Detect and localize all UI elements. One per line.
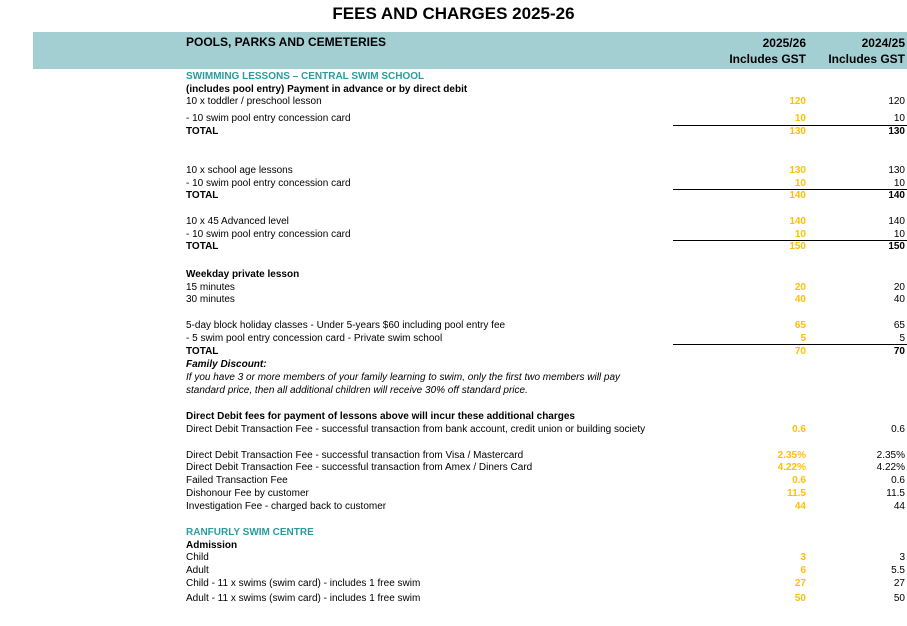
fee-2025-26: 130 bbox=[789, 165, 806, 176]
row-label: SWIMMING LESSONS – CENTRAL SWIM SCHOOL bbox=[186, 71, 425, 82]
fee-2025-26: 0.6 bbox=[792, 424, 806, 435]
fee-row bbox=[0, 475, 907, 488]
row-label: - 10 swim pool entry concession card bbox=[186, 113, 351, 124]
fee-2024-25: 10 bbox=[893, 113, 905, 124]
fee-2025-26: 0.6 bbox=[792, 475, 806, 486]
row-label: RANFURLY SWIM CENTRE bbox=[186, 527, 314, 538]
section-heading: POOLS, PARKS AND CEMETERIES bbox=[186, 35, 387, 49]
row-label: Failed Transaction Fee bbox=[186, 475, 288, 486]
fee-row bbox=[0, 424, 907, 437]
fee-2024-25: 150 bbox=[888, 241, 905, 252]
fee-row bbox=[0, 320, 907, 333]
column-header-2025-26 bbox=[729, 35, 806, 67]
row-label: TOTAL bbox=[186, 241, 219, 252]
fee-2025-26: 4.22% bbox=[777, 462, 806, 473]
subsection-heading bbox=[0, 71, 907, 84]
row-label: Direct Debit Transaction Fee - successful transaction from bank account, credit union or building society bbox=[186, 424, 646, 435]
fee-2025-26: 150 bbox=[789, 241, 806, 252]
discount-note bbox=[0, 372, 907, 385]
fee-2024-25: 120 bbox=[888, 96, 905, 107]
subsection-heading bbox=[0, 527, 907, 540]
fee-2025-26: 65 bbox=[794, 320, 806, 331]
row-label: Direct Debit fees for payment of lessons above will incur these additional charges bbox=[186, 411, 575, 422]
row-label: Weekday private lesson bbox=[186, 269, 300, 280]
row-label: Direct Debit Transaction Fee - successful transaction from Visa / Mastercard bbox=[186, 450, 524, 461]
fee-2025-26: 10 bbox=[794, 113, 806, 124]
fee-2024-25: 2.35% bbox=[876, 450, 905, 461]
row-label: - 10 swim pool entry concession card bbox=[186, 229, 351, 240]
fee-2024-25: 140 bbox=[888, 190, 905, 201]
subsection-heading bbox=[0, 269, 907, 282]
fee-2025-26: 140 bbox=[789, 216, 806, 227]
fee-2025-26: 20 bbox=[794, 282, 806, 293]
page-title: FEES AND CHARGES 2025-26 bbox=[332, 4, 575, 23]
fee-2025-26: 2.35% bbox=[777, 450, 806, 461]
fee-2024-25: 65 bbox=[893, 320, 905, 331]
fee-2024-25: 130 bbox=[888, 126, 905, 137]
row-label: 10 x toddler / preschool lesson bbox=[186, 96, 322, 107]
fee-2024-25: 20 bbox=[893, 282, 905, 293]
row-label: Investigation Fee - charged back to customer bbox=[186, 501, 387, 512]
row-label: Adult - 11 x swims (swim card) - includes 1 free swim bbox=[186, 593, 421, 604]
fee-row bbox=[0, 96, 907, 109]
row-label: Adult bbox=[186, 565, 209, 576]
row-label: Child - 11 x swims (swim card) - includes 1 free swim bbox=[186, 578, 421, 589]
total-row bbox=[0, 190, 907, 203]
fee-2025-26: 130 bbox=[789, 126, 806, 137]
fee-2025-26: 5 bbox=[800, 333, 806, 344]
total-row bbox=[0, 241, 907, 254]
fee-row bbox=[0, 552, 907, 565]
fee-row bbox=[0, 578, 907, 591]
fee-2025-26: 11.5 bbox=[787, 488, 806, 499]
fee-2024-25: 70 bbox=[893, 346, 905, 357]
column-header-2024-25-year: 2024/25 bbox=[861, 36, 905, 50]
column-header-2024-25 bbox=[828, 35, 905, 67]
row-label: - 5 swim pool entry concession card - Private swim school bbox=[186, 333, 443, 344]
column-header-2024-25-gst: Includes GST bbox=[828, 52, 905, 66]
fee-2024-25: 5.5 bbox=[891, 565, 905, 576]
subsection-heading bbox=[0, 411, 907, 424]
fee-2024-25: 27 bbox=[893, 578, 905, 589]
fee-2025-26: 10 bbox=[794, 178, 806, 189]
total-row bbox=[0, 126, 907, 139]
fee-2025-26: 40 bbox=[794, 294, 806, 305]
fee-2024-25: 5 bbox=[899, 333, 905, 344]
fee-2025-26: 10 bbox=[794, 229, 806, 240]
row-label: Direct Debit Transaction Fee - successful transaction from Amex / Diners Card bbox=[186, 462, 533, 473]
fee-2024-25: 10 bbox=[893, 178, 905, 189]
row-label: standard price, then all additional children will receive 30% off standard price. bbox=[186, 385, 528, 396]
fee-row bbox=[0, 593, 907, 606]
total-row bbox=[0, 346, 907, 359]
fee-2024-25: 40 bbox=[893, 294, 905, 305]
row-label: Child bbox=[186, 552, 209, 563]
row-label: 10 x school age lessons bbox=[186, 165, 293, 176]
row-label: TOTAL bbox=[186, 126, 219, 137]
fee-2025-26: 6 bbox=[800, 565, 806, 576]
column-header-2025-26-gst: Includes GST bbox=[729, 52, 806, 66]
fee-2024-25: 50 bbox=[893, 593, 905, 604]
row-label: 30 minutes bbox=[186, 294, 235, 305]
row-label: 15 minutes bbox=[186, 282, 235, 293]
fee-2024-25: 140 bbox=[888, 216, 905, 227]
fee-2024-25: 11.5 bbox=[886, 488, 905, 499]
row-label: Family Discount: bbox=[186, 359, 267, 370]
fee-row bbox=[0, 565, 907, 578]
total-rule bbox=[673, 344, 907, 345]
row-label: TOTAL bbox=[186, 190, 219, 201]
fee-2024-25: 0.6 bbox=[891, 424, 905, 435]
row-label: TOTAL bbox=[186, 346, 219, 357]
fee-row bbox=[0, 165, 907, 178]
fee-2024-25: 0.6 bbox=[891, 475, 905, 486]
fee-row bbox=[0, 216, 907, 229]
fee-2025-26: 44 bbox=[794, 501, 806, 512]
discount-note bbox=[0, 385, 907, 398]
fee-2025-26: 140 bbox=[789, 190, 806, 201]
fee-2025-26: 27 bbox=[794, 578, 806, 589]
row-label: 5-day block holiday classes - Under 5-years $60 including pool entry fee bbox=[186, 320, 506, 331]
fee-row bbox=[0, 501, 907, 514]
row-label: Admission bbox=[186, 540, 238, 551]
fee-2025-26: 70 bbox=[794, 346, 806, 357]
row-label: Dishonour Fee by customer bbox=[186, 488, 309, 499]
fee-2025-26: 50 bbox=[794, 593, 806, 604]
row-label: If you have 3 or more members of your family learning to swim, only the first two members will pay bbox=[186, 372, 621, 383]
fee-2024-25: 10 bbox=[893, 229, 905, 240]
fee-2024-25: 4.22% bbox=[876, 462, 905, 473]
fee-2024-25: 44 bbox=[893, 501, 905, 512]
row-label: (includes pool entry) Payment in advance or by direct debit bbox=[186, 84, 468, 95]
row-label: 10 x 45 Advanced level bbox=[186, 216, 289, 227]
fee-row bbox=[0, 462, 907, 475]
column-header-2025-26-year: 2025/26 bbox=[762, 36, 806, 50]
fee-2024-25: 130 bbox=[888, 165, 905, 176]
discount-heading bbox=[0, 359, 907, 372]
fee-row bbox=[0, 294, 907, 307]
fee-2025-26: 3 bbox=[800, 552, 806, 563]
fee-2025-26: 120 bbox=[789, 96, 806, 107]
fee-row bbox=[0, 488, 907, 501]
fee-2024-25: 3 bbox=[899, 552, 905, 563]
row-label: - 10 swim pool entry concession card bbox=[186, 178, 351, 189]
